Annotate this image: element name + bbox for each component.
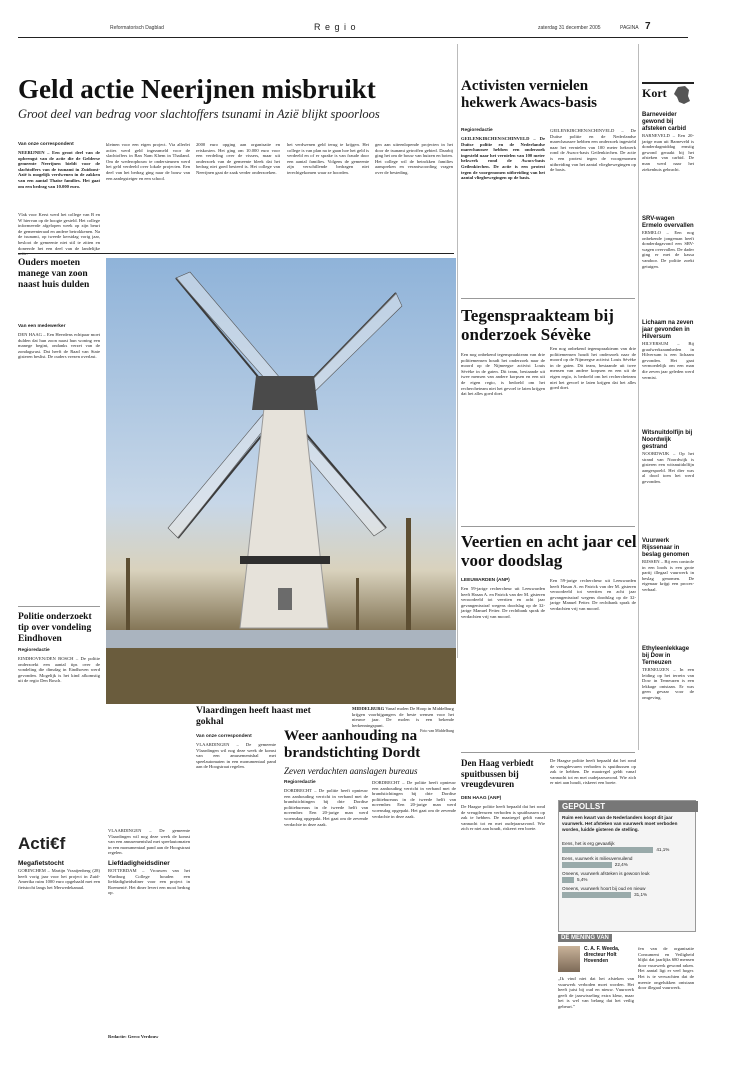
paper-name: Reformatorisch Dagblad (110, 25, 164, 31)
kort-item-text: NOORDWIJK – Op het strand van Noordwijk is gisteren een witsnuitdolfijn aangespoeld. Het dier was al dood toen het werd gevonden. (642, 451, 694, 484)
sevekke-text: Een nog onbekend tegenspraakteam van drie politiemensen houdt het onderzoek naar de moord op de Nijmeegse activist Louis Sévèke in de gaten. Dit team, bestaande uit twee mensen van andere korpsen en een uit de eigen regio, is bedoeld om het rechercheteam niet het gevoel te laten krijgen dat het alles goed doet. (461, 352, 545, 397)
poll-results (562, 841, 692, 901)
denhaag-text: De Haagse politie heeft bepaald dat het rond de vreugdevuren verboden is spuitbussen op zak te hebben. De maatregel geldt vanaf vannacht tot en met oudejaarsavond. Wie zich er niet aan houdt, riskeert een boete. (461, 804, 545, 832)
caption-place: MIDDELBURG (352, 706, 385, 711)
kort-item (642, 320, 694, 430)
poll-pct: 31,1% (634, 892, 648, 897)
main-lead: NEERIJNEN – Een groot deel van de opbrengst van de actie die de Gelderse gemeente Neerijnen bieldt voor de slachtoffers van de tsunami in Zuidoost-Azië is mogelijk verdwenen in de zakken van een aantal Thaise families. Het gaat om een bedrag van 10.000 euro. (18, 150, 100, 189)
main-byline: Van onze correspondent (18, 142, 74, 147)
dordrecht-text-2: DORDRECHT – De politie heeft opnieuw een aanhouding verricht in verband met de brandstichtingen bij drie Dordtse politiebureaus in de tweede helft van november. Een 20-jarige man werd woensdag opgepakt. Het gaat om de zevende verdachte in deze zaak. (372, 780, 456, 819)
kort-item (642, 538, 694, 646)
mening-text: „Ik vind niet dat het afsteken van vuurwerk verboden moet worden. Het heeft juist bij oud en nieuw. Vuurwerk geeft de jaarwisseling extra kleur, maar het is wel van belang dat het veilig gebeurt.” (558, 976, 634, 1009)
denhaag-headline: Den Haag verbiedt spuitbussen bij vreugdevuren (461, 758, 534, 789)
kort-item-headline: Lichaam na zeven jaar gevonden in Hilversum (642, 320, 694, 340)
poll-pct: 22,4% (614, 862, 628, 867)
windmill-photo (106, 258, 456, 704)
poll-pct: 5,4% (577, 877, 588, 882)
activists-headline: Activisten vernielen hekwerk Awacs-basis (461, 78, 597, 111)
poll-title: GEPOLLST (559, 801, 698, 812)
kort-item-text: BARNEVELD – Een 20-jarige man uit Barneveld is donderdagmiddag ernstig gewond geraakt bij het afsteken van carbid. De man werd naar het ziekenhuis gebracht. (642, 133, 694, 172)
main-subheadline: Groot deel van bedrag voor slachtoffers tsunami in Azië blijkt spoorloos (18, 107, 380, 121)
page-date: zaterdag 31 december 2005 (538, 25, 601, 31)
poll-bar (562, 892, 631, 898)
ouders-headline: Ouders moeten manege van zoon naast huis dulden (18, 258, 90, 290)
actief-box (18, 834, 190, 1046)
activists-text-2: GEILENKIRCHEN/SCHINVELD – De Duitse politie en de Nederlandse marechaussee hebben een onderzoek ingesteld naar het vernielen van 100 meter hekwerk rond de Awacs-basis Geilenkirchen. De actie is een protest tegen de voorgenomen uitbreiding van het aantal vliegbewegingen op de basis. (550, 128, 636, 173)
page-number: 7 (645, 21, 651, 32)
poll-row-label: Eens, het is erg gevaarlijk (562, 841, 615, 846)
dordrecht-text: DORDRECHT – De politie heeft opnieuw een aanhouding verricht in verband met de brandstichtingen bij drie Dordtse politiebureaus in de tweede helft van november. Een 20-jarige man werd woensdag opgepakt. Het gaat om de zevende verdachte in deze zaak. (284, 788, 368, 827)
veertien-text-col2 (550, 578, 636, 746)
kort-item-headline: Barneveider gewond bij afsteken carbid (642, 112, 687, 132)
caption-text: Vanaf molen De Hoop in Middelburg krijgen voorbijgangers de beste wensen voor het nieuwe jaar. De molen is een bekende herkenningspunt. (352, 706, 454, 728)
kort-item-text: HILVERSUM – Bij graafwerkzaamheden in Hilversum is een lichaam gevonden. Het gaat vermoedelijk om een man die zeven jaar geleden werd vermist. (642, 341, 694, 380)
eindhoven-text: EINDHOVEN/DEN BOSCH – De politie onderzoekt een aantal tips over de vondeling die dinsdag in Eindhoven werd gevonden. Mogelijk is het kind afkomstig uit de regio Den Bosch. (18, 656, 100, 684)
vlaardingen-byline: Van onze correspondent (196, 734, 252, 739)
poll-pct: 41,1% (656, 847, 670, 852)
page-label: PAGINA (620, 25, 639, 31)
actief-h1: Megafietstocht (18, 860, 64, 867)
poll-row-label: Eens, vuurwerk is milieuvervuilend (562, 856, 633, 861)
kort-item-text: ERMELO – Een nog onbekende jongeman heeft donderdagavond een SRV-wagen overvallen. De dader ging er met de kassa vandoor. De politie zoekt getuigen. (642, 230, 694, 269)
poll-bar (562, 862, 612, 868)
vlaardingen-text: VLAARDINGEN – De gemeente Vlaardingen wil nog deze week de komst van een amusementshal met speelautomaten in een monumentaal pand aan de Hoogstraat regelen. (196, 742, 276, 770)
poll-bar (562, 877, 574, 883)
ouders-text: DEN HAAG – Een Heerdens echtpaar moet dulden dat hun zoon naast hun woning een manege begint, ondanks verzet van de zondagsrust. Dat heeft de Raad van State gisteren beslist. De ouders vrezen overlast. (18, 332, 100, 360)
mening-avatar (558, 946, 580, 972)
poll-box (558, 800, 696, 932)
main-col3: 2000 euro opging aan organisatie en reiskosten. Het ging om 10.000 euro voor een verdeling over de vissers, maar uit onderzoek van de gemeente bleek dat het bedrag niet goed besteed is. Het college van Neerijnen gaat de zaak verder onderzoeken. (196, 142, 280, 175)
main-headline: Geld actie Neerijnen misbruikt (18, 74, 376, 104)
main-col1: Vlak voor Kerst werd het college van B en W hiervan op de hoogte gesteld. Het college informeerde afgelopen week op zijn beurt de gemeenteraad en andere betrokkenen. Na de tsunami, op tweede kerstdag vorig jaar, besloot de gemeente niet stil te zitten en doneerde het een deel van de landelijke (18, 212, 100, 251)
kort-items (642, 112, 694, 752)
poll-bar (562, 847, 653, 853)
actief-note: Redactie: Gerco Verdouw (108, 1034, 159, 1039)
dordrecht-subheadline: Zeven verdachten aanslagen bureaus (284, 766, 418, 776)
denhaag-text-2: De Haagse politie heeft bepaald dat het rond de vreugdevuren verboden is spuitbussen op zak te hebben. De maatregel geldt vanaf vannacht tot en met oudejaarsavond. Wie zich er niet aan houdt, riskeert een boete. (550, 758, 636, 786)
kort-item (642, 216, 694, 320)
dordrecht-text-col2 (372, 780, 456, 1040)
actief-logo: Acti€f (18, 834, 66, 853)
dordrecht-byline: Regioredactie (284, 780, 316, 785)
actief-t2: ROTTERDAM – Vrouwen van het Wartburg College houden een liefdadigheidsdiner voor een project in Roemenië. Het diner levert een mooi bedrag op. (108, 868, 190, 896)
main-col4: het verdwenen geld terug te krijgen. Het college is van plan na te gaan hoe het geld is verdeeld en of er sprake is van fraude door een aantal families. Volgens de gemeente zijn verschillende bedragen niet terechtgekomen waar ze hoorden. (287, 142, 369, 175)
kort-item (642, 112, 694, 216)
kort-item-headline: SRV-wagen Ermelo overvallen (642, 216, 694, 229)
ouders-byline: Van een medewerker (18, 324, 66, 329)
poll-row-label: Oneens, vuurwerk hoort bij oud en nieuw (562, 886, 646, 891)
sevekke-text-2: Een nog onbekend tegenspraakteam van drie politiemensen houdt het onderzoek naar de moord op de Nijmeegse activist Louis Sévèke in de gaten. Dit team, bestaande uit twee mensen van andere korpsen en een uit de eigen regio, is bedoeld om het rechercheteam niet het gevoel te laten krijgen dat het alles goed doet. (550, 346, 636, 391)
sevekke-text-col2 (550, 346, 636, 520)
veertien-byline: LEEUWARDEN (ANP) (461, 578, 510, 583)
vlaardingen-headline: Vlaardingen heeft haast met gokhal (196, 706, 311, 727)
eindhoven-headline: Politie onderzoekt tip over vondeling Eindhoven (18, 612, 92, 644)
kort-item-text: RIJSSEN – Bij een controle in een loods is een grote partij illegaal vuurwerk in beslag genomen. De eigenaar krijgt een proces-verbaal. (642, 559, 694, 592)
main-col2: kleinen voor een eigen project. Via allerlei acties werd geld ingezameld voor de slachtoffers in Ban Nam Khem in Thailand. Om de wederopbouw te ondersteunen werd het geld verdeeld over lokale projecten. Een deel van het bedrag ging naar de bouw van een aanlegsteiger en een school. (106, 142, 190, 181)
denhaag-byline: DEN HAAG (ANP) (461, 796, 502, 801)
masthead (18, 21, 718, 35)
kort-item-headline: Vuurwerk Rijssenaar in beslag genomen (642, 538, 690, 558)
kort-item-headline: Witsnuitdolfijn bij Noordwijk gestrand (642, 430, 693, 450)
mening-name: C. A. F. Weeda, directeur Holt Hovenden (584, 946, 620, 964)
kort-header (642, 82, 694, 106)
poll-row (562, 841, 692, 853)
vlaardingen-text-2: VLAARDINGEN – De gemeente Vlaardingen wil nog deze week de komst van een amusementshal met speelautomaten in een monumentaal pand aan de Hoogstraat regelen. (108, 828, 190, 856)
kort-item (642, 646, 694, 746)
eindhoven-byline: Regioredactie (18, 648, 50, 653)
actief-t1: GORINCHEM – Martijn Vraaijenberg (28) heeft vorig jaar voor het project in Zuid-Amerika ruim 1000 euro opgehaald met een fietstocht langs het Merwedekanaal. (18, 868, 100, 890)
windmill-illustration (106, 258, 456, 704)
veertien-text: Een 59-jarige rechercheur uit Leeuwarden heeft Hasan A. en Patrick van der M. gisteren veroordeeld tot veertien en acht jaar gevangenisstraf wegens doodslag op de 32-jarige Manuel Fetter. De rechtbank sprak de verdachten vrij van moord. (461, 586, 545, 619)
veertien-text-2: Een 59-jarige rechercheur uit Leeuwarden heeft Hasan A. en Patrick van der M. gisteren veroordeeld tot veertien en acht jaar gevangenisstraf wegens doodslag op de 32-jarige Manuel Fetter. De rechtbank sprak de verdachten vrij van moord. (550, 578, 636, 611)
kort-title: Kort (642, 86, 667, 100)
activists-text: GEILENKIRCHEN/SCHINVELD – De Duitse politie en de Nederlandse marechaussee hebben een onderzoek ingesteld naar het vernielen van 100 meter hekwerk rond de Awacs-basis Geilenkirchen. De actie is een protest tegen de voorgenomen uitbreiding van het aantal vliegbewegingen op de basis. (461, 136, 545, 181)
kort-item (642, 430, 694, 538)
netherlands-map-icon (672, 85, 692, 105)
main-col5: gen aan uiteenlopende projecten in het door de tsunami getroffen gebied. Daarbij ging het om de bouw van huizen en boten. Het college wil de betrokken families aanspreken en verantwoording vragen over de besteding. (375, 142, 453, 175)
mening-box (558, 934, 694, 1044)
activists-text-col2 (550, 128, 636, 296)
kort-item-text: TERNEUZEN – In een leiding op het terrein van Dow in Terneuzen is een lekkage ontstaan. Er was geen gevaar voor de omgeving. (642, 667, 694, 700)
activists-byline: Regioredactie (461, 128, 493, 133)
veertien-headline: Veertien en acht jaar cel voor doodslag (461, 532, 637, 570)
poll-intro: Ruim een kwart van de Nederlanders koopt dit jaar vuurwerk. Het afsteken van vuurwerk moet verboden worden, luidde gisteren de stelling. (562, 815, 678, 832)
section-name: R e g i o (314, 22, 357, 32)
poll-row (562, 886, 692, 898)
poll-row-label: Oneens, vuurwerk afsteken is gewoon leuk (562, 871, 650, 876)
mening-label: DE MENING VAN (558, 934, 612, 942)
sevekke-headline: Tegenspraakteam bij onderzoek Sévèke (461, 306, 614, 344)
actief-h2: Liefdadigheidsdiner (108, 860, 170, 867)
poll-row (562, 871, 692, 883)
dordrecht-headline: Weer aanhouding na brandstichting Dordt (284, 728, 421, 761)
kort-item-headline: Ethyleenlekkage bij Dow in Terneuzen (642, 646, 690, 666)
poll-row (562, 856, 692, 868)
mening-side: fen van de organisatie Consument en Veiligheid blijkt dat jaarlijks 680 mensen door vuurwerk gewond raken. Het aantal ligt er veel hoger. Het is te verwachten dat de meeste ongelukken ontstaan door illegaal vuurwerk. (638, 946, 694, 991)
caption-credit: Foto van Middelburg (420, 728, 454, 734)
